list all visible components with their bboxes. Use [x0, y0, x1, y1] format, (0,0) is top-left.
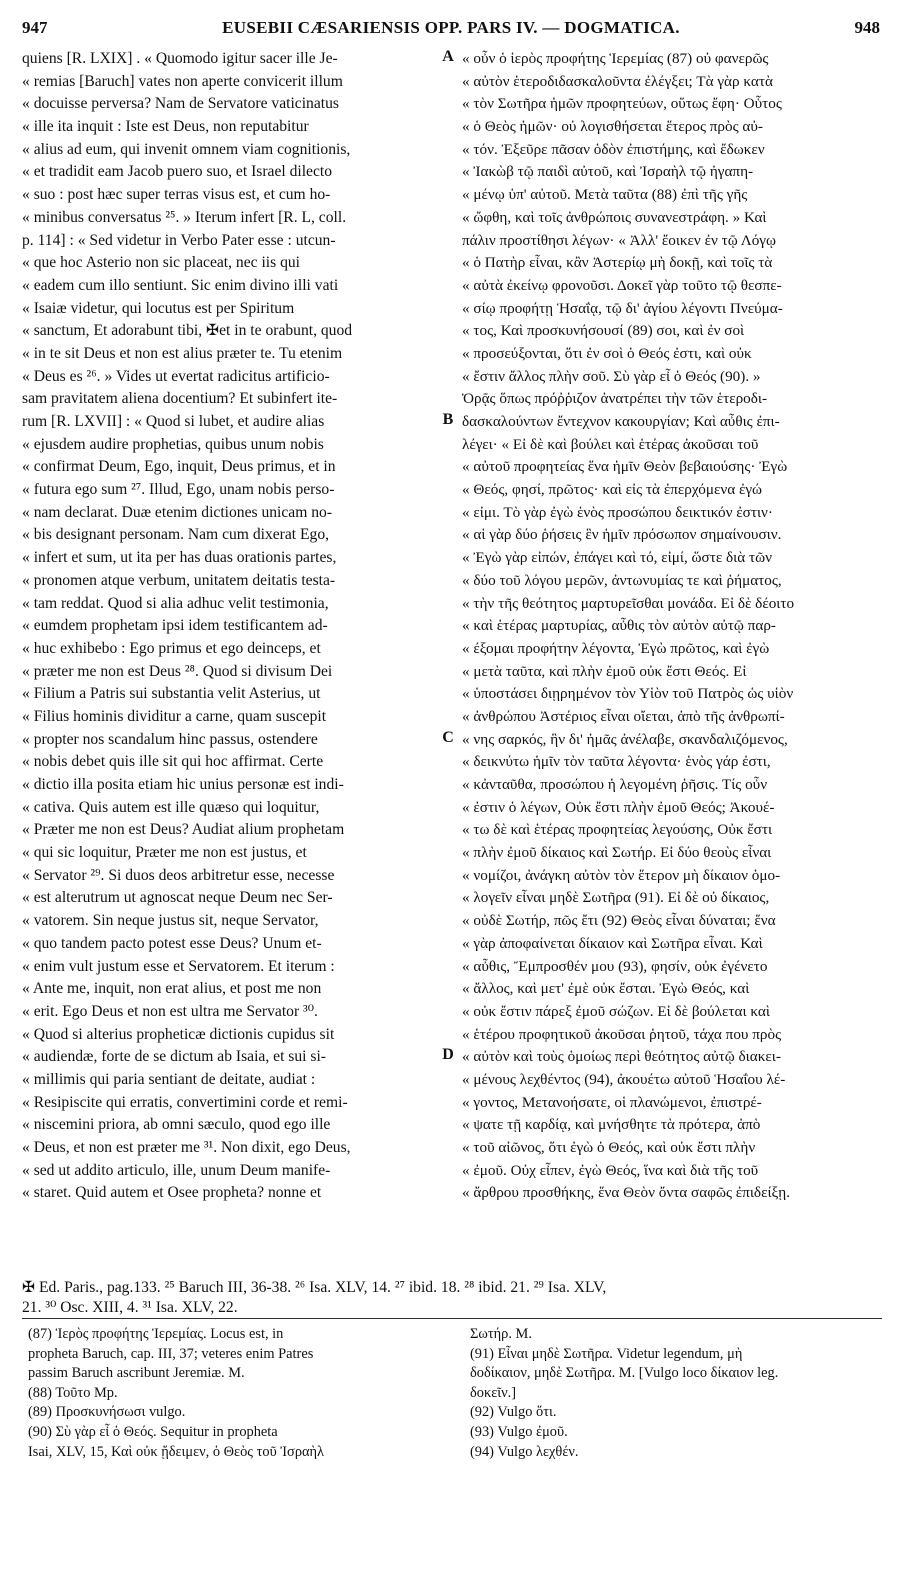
greek-text-line: « πλὴν ἐμοῦ δίκαιος καὶ Σωτήρ. Εἰ δύο θεοὺς εἶναι	[462, 844, 772, 862]
page-number-right: 948	[854, 18, 880, 37]
latin-text-line: « que hoc Asterio non sic placeat, nec iis qui	[22, 254, 301, 272]
greek-text-line: « νης σαρκός, ἣν δι' ἡμᾶς ἀνέλαβε, σκανδαλιζόμενος,	[462, 730, 788, 748]
greek-text-line: Ὁρᾷς ὅπως πρόῤῥιζον ἀνατρέπει τὴν τῶν ἑτεροδι-	[462, 390, 768, 408]
greek-text-line: δασκαλούντων ἔντεχνον κακουργίαν; Καὶ αὖθις ἐπι-	[462, 413, 780, 430]
greek-text-line: « τοῦ αἰῶνος, ὅτι ἐγὼ ὁ Θεός, καὶ οὐκ ἔστι πλὴν	[462, 1139, 756, 1156]
greek-text-line: « αὐτὸν καὶ τοὺς ὁμοίως περὶ θεότητος αὐτῷ διακει-	[462, 1048, 781, 1066]
greek-text-line: « γὰρ ἀποφαίνεται δίκαιον καὶ Σωτῆρα εἶναι. Καὶ	[462, 934, 763, 952]
latin-text-line: « dictio illa posita etiam hic unius personæ est indi-	[22, 776, 344, 793]
latin-text-line: « cativa. Quis autem est ille quæso qui loquitur,	[22, 798, 320, 816]
latin-text-line: quiens [R. LXIX] . « Quomodo igitur sacer ille Je-	[22, 50, 338, 67]
footnote-line: Σωτήρ. M.	[470, 1326, 532, 1342]
greek-text-line: « τὴν τῆς θεότητος μαρτυρεῖσθαι μονάδα. Εἰ δὲ δέοιτο	[462, 594, 795, 612]
footnotes-right	[470, 1325, 880, 1462]
greek-text-line: « μετὰ ταῦτα, καὶ πλὴν ἐμοῦ οὐκ ἔστι Θεός. Εἰ	[462, 662, 747, 680]
latin-text-line: « Deus, et non est præter me ³¹. Non dixit, ego Deus,	[22, 1139, 351, 1156]
greek-text-line: « ἄλλος, καὶ μετ' ἐμὲ οὐκ ἔσται. Ἐγὼ Θεός, καὶ	[462, 980, 750, 998]
greek-text-line: « Ἐγὼ γὰρ εἰπών, ἐπάγει καὶ τό, εἰμί, ὥστε διὰ τῶν	[462, 549, 772, 567]
latin-text-line: « suo : post hæc super terras visus est, et cum ho-	[22, 186, 331, 204]
greek-text-line: « ὁ Θεὸς ἡμῶν· οὐ λογισθήσεται ἕτερος πρὸς αὐ-	[462, 118, 763, 136]
latin-text-line: « Isaiæ videtur, qui locutus est per Spiritum	[22, 299, 295, 317]
running-header	[22, 18, 880, 42]
greek-text-line: πάλιν προστίθησι λέγων· « Ἀλλ' ἔοικεν ἐν τῷ Λόγῳ	[462, 231, 777, 249]
greek-text-line: « μένους λεχθέντος (94), ἀκουέτω αὐτοῦ Ἡσαΐου λέ-	[462, 1070, 786, 1088]
latin-text-line: « erit. Ego Deus et non est ultra me Servator ³⁰.	[22, 1002, 318, 1020]
latin-text-line: « sanctum, Et adorabunt tibi, ✠et in te orabunt, quod	[22, 322, 353, 340]
footnote-line: δοκεῖν.]	[470, 1384, 517, 1401]
greek-text-line: « αἱ γὰρ δύο ῥήσεις ἓν ἡμῖν πρόσωπον σημαίνουσιν.	[462, 526, 782, 544]
latin-text-line: « nam declarat. Duæ etenim dictiones unicam no-	[22, 503, 333, 521]
greek-text-line: « ἐστιν ὁ λέγων, Οὐκ ἔστι πλὴν ἐμοῦ Θεός; Ἀκουέ-	[462, 798, 775, 816]
footnote-line: (88) Τοῦτο Mp.	[28, 1384, 118, 1401]
footnote-line: (93) Vulgo ἐμοῦ.	[470, 1423, 568, 1440]
greek-text-line: λέγει· « Εἰ δὲ καὶ βούλει καὶ ἑτέρας ἀκοῦσαι τοῦ	[462, 435, 759, 453]
footnote-line: (90) Σὺ γὰρ εἶ ὁ Θεός. Sequitur in propheta	[28, 1423, 278, 1440]
footnote-line: (91) Εἶναι μηδὲ Σωτῆρα. Videtur legendum, μὴ	[470, 1345, 743, 1362]
latin-text-line: « docuisse perversa? Nam de Servatore vaticinatus	[22, 95, 339, 113]
running-title: EUSEBII CÆSARIENSIS OPP. PARS IV. — DOGMATICA.	[222, 18, 680, 37]
latin-text-line: « niscemini priora, ab omni sæculo, quod ego ille	[22, 1116, 331, 1134]
latin-text-line: « remias [Baruch] vates non aperte convicerit illum	[22, 72, 343, 90]
latin-text-line: « ille ita inquit : Iste est Deus, non reputabitur	[22, 118, 309, 136]
greek-text-line: « σίῳ προφήτῃ Ἡσαΐᾳ, τῷ δι' ἁγίου λέγοντι Πνεύμα-	[462, 299, 783, 317]
latin-text-line: « sed ut addito articulo, ille, unum Deum manife-	[22, 1161, 331, 1179]
greek-text-line: « αὖθις, Ἔμπροσθέν μου (93), φησίν, οὐκ ἐγένετο	[462, 957, 768, 975]
latin-text-line: « qui sic loquitur, Præter me non est justus, et	[22, 844, 307, 862]
latin-text-line: « propter nos scandalum hinc passus, ostendere	[22, 730, 318, 748]
latin-text-line: « Servator ²⁹. Si duos deos arbitretur esse, necesse	[22, 866, 335, 884]
footnote-line: (94) Vulgo λεχθέν.	[470, 1443, 579, 1460]
greek-text-line: « λογεῖν εἶναι μηδὲ Σωτῆρα (91). Εἰ δὲ οὐ δίκαιος,	[462, 889, 770, 907]
latin-text-line: « præter me non est Deus ²⁸. Quod si divisum Dei	[22, 662, 333, 680]
page-number-left: 947	[22, 18, 48, 37]
footnote-line: (87) Ἱερὸς προφήτης Ἱερεμίας. Locus est, in	[28, 1326, 284, 1342]
latin-text-line: « Filium a Patris sui substantia velit Asterius, ut	[22, 685, 321, 703]
latin-text-line: « tam reddat. Quod si alia adhuc velit testimonia,	[22, 594, 329, 612]
latin-text-line: sam pravitatem aliena docentium? Et subinfert ite-	[22, 390, 338, 408]
reference-line: ✠ Ed. Paris., pag.133. ²⁵ Baruch III, 36-38. ²⁶ Isa. XLV, 14. ²⁷ ibid. 18. ²⁸ ibid. 21. ²⁹ Isa. XLV,	[22, 1279, 607, 1296]
greek-text-line: « νομίζοι, ἀνάγκη αὐτὸν τὸν ἕτερον μὴ δίκαιον ὁμο-	[462, 866, 781, 884]
latin-text-line: « et tradidit eam Jacob puero suo, et Israel dilecto	[22, 163, 333, 181]
footnote-line: δοδίκαιον, μηδὲ Σωτῆρα. M. [Vulgo loco δίκαιον leg.	[470, 1365, 779, 1382]
latin-text-line: « ejusdem audire prophetias, quibus unum nobis	[22, 435, 324, 453]
greek-text-line: « ὑποστάσει διῃρημένον τὸν Υἱὸν τοῦ Πατρὸς ὡς υἱὸν	[462, 685, 794, 703]
latin-text-line: « audiendæ, forte de se dictum ab Isaia, et sui si-	[22, 1048, 326, 1066]
greek-text-line: « αὐτοῦ προφητείας ἕνα ἡμῖν Θεὸν βεβαιούσης· Ἐγὼ	[462, 458, 788, 476]
latin-text-line: « Præter me non est Deus? Audiat alium prophetam	[22, 821, 345, 839]
footnotes-left	[28, 1325, 448, 1462]
greek-text-line: « ὤφθη, καὶ τοῖς ἀνθρώποις συνανεστράφη. » Καὶ	[462, 208, 767, 226]
latin-text-line: « huc exhibebo : Ego primus et ego deinceps, et	[22, 639, 321, 657]
greek-text-line: « οὖν ὁ ἱερὸς προφήτης Ἱερεμίας (87) οὐ φανερῶς	[462, 50, 769, 67]
footnote-line: passim Baruch ascribunt Jeremiæ. M.	[28, 1365, 245, 1382]
greek-column	[462, 48, 880, 1205]
greek-text-line: « αὐτὸν ἑτεροδιδασκαλοῦντα ἐλέγξει; Τὰ γὰρ κατὰ	[462, 72, 773, 90]
greek-text-line: « ψατε τῇ καρδίᾳ, καὶ μνήσθητε τὰ πρότερα, ἀπὸ	[462, 1116, 761, 1134]
greek-text-line: « ἐμοῦ. Οὐχ εἶπεν, ἐγὼ Θεός, ἵνα καὶ διὰ τῆς τοῦ	[462, 1161, 759, 1179]
latin-text-line: « Filius hominis dividitur a carne, quam suscepit	[22, 707, 327, 725]
margin-letter-b: B	[442, 411, 454, 428]
latin-text-line: « enim vult justum esse et Servatorem. Et iterum :	[22, 957, 335, 975]
greek-text-line: « εἰμι. Τὸ γὰρ ἐγὼ ἑνὸς προσώπου δεικτικόν ἐστιν·	[462, 503, 773, 521]
greek-text-line: « ἄρθρου προσθήκης, ἕνα Θεὸν ὄντα σαφῶς ἐπιδείξῃ.	[462, 1184, 791, 1202]
margin-letter-a: A	[442, 48, 454, 65]
greek-text-line: « μένῳ ὑπ' αὐτοῦ. Μετὰ ταῦτα (88) ἐπὶ τῆς γῆς	[462, 186, 748, 204]
latin-text-line: « eadem cum illo sentiunt. Sic enim divino illi vati	[22, 276, 339, 294]
footnote-line: (89) Προσκυνήσωσι vulgo.	[28, 1404, 186, 1421]
latin-text-line: « in te sit Deus et non est alius præter te. Tu etenim	[22, 344, 343, 362]
greek-text-line: « δύο τοῦ λόγου μερῶν, ἀντωνυμίας τε καὶ ῥήματος,	[462, 571, 782, 589]
greek-text-line: « καὶ ἑτέρας μαρτυρίας, αὖθις τὸν αὐτὸν αὐτῷ παρ-	[462, 617, 776, 635]
greek-text-line: « αὐτὰ ἐκείνῳ φρονοῦσι. Δοκεῖ γὰρ τοῦτο τῷ θεσπε-	[462, 276, 782, 294]
greek-text-line: « τόν. Ἐξεῦρε πᾶσαν ὁδὸν ἐπιστήμης, καὶ ἔδωκεν	[462, 140, 765, 158]
latin-text-line: « vatorem. Sin neque justus sit, neque Servator,	[22, 912, 319, 930]
latin-text-line: « millimis qui paria sentiant de deitate, audiat :	[22, 1070, 316, 1088]
latin-text-line: « est alterutrum ut agnoscat neque Deum nec Ser-	[22, 889, 333, 907]
latin-text-line: rum [R. LXVII] : « Quod si lubet, et audire alias	[22, 413, 325, 430]
latin-column	[22, 48, 434, 1205]
greek-text-line: « κἀνταῦθα, προσώπου ἡ λεγομένη ῥῆσις. Τίς οὖν	[462, 776, 768, 793]
greek-text-line: « τω δὲ καὶ ἑτέρας προφητείας λεγούσης, Οὐκ ἔστι	[462, 821, 773, 839]
greek-text-line: « δεικνύτω ἡμῖν τὸν ταῦτα λέγοντα· ἑνὸς γάρ ἐστι,	[462, 753, 771, 771]
latin-text-line: « nobis debet quis ille sit qui hoc affirmat. Certe	[22, 753, 324, 771]
footnote-divider	[22, 1318, 882, 1319]
latin-text-line: « bis designant personam. Nam cum dixerat Ego,	[22, 526, 330, 544]
greek-text-line: « οὐκ ἔστιν πάρεξ ἐμοῦ σώζων. Εἰ δὲ βούλεται καὶ	[462, 1002, 770, 1020]
scripture-references	[22, 1278, 880, 1318]
greek-text-line: « έξομαι προφήτην λέγοντα, Ἐγὼ πρῶτος, καὶ ἐγὼ	[462, 639, 770, 657]
greek-text-line: « οὐδὲ Σωτήρ, πῶς ἔτι (92) Θεὸς εἶναι δύναται; ἕνα	[462, 912, 776, 930]
latin-text-line: « quo tandem pacto potest esse Deus? Unum et-	[22, 934, 322, 952]
footnote-line: Isai, XLV, 15, Καὶ οὐκ ᾔδειμεν, ὁ Θεὸς τοῦ Ἰσραὴλ	[28, 1443, 325, 1460]
greek-text-line: « γοντος, Μετανοήσατε, οἱ πλανώμενοι, ἐπιστρέ-	[462, 1093, 762, 1111]
greek-text-line: « ὁ Πατὴρ εἶναι, κἂν Ἀστερίῳ μὴ δοκῇ, καὶ τοῖς τὰ	[462, 254, 773, 272]
greek-text-line: « τὸν Σωτῆρα ἡμῶν προφητεύων, οὕτως ἔφη· Οὗτος	[462, 95, 782, 113]
footnote-line: (92) Vulgo ὅτι.	[470, 1404, 557, 1421]
latin-text-line: p. 114] : « Sed videtur in Verbo Pater esse : utcun-	[22, 231, 336, 249]
margin-letter-c: C	[442, 729, 454, 746]
latin-text-line: « pronomen atque verbum, unitatem deitatis testa-	[22, 571, 336, 589]
latin-text-line: « staret. Quid autem et Osee propheta? nonne et	[22, 1184, 322, 1202]
latin-text-line: « futura ego sum ²⁷. Illud, Ego, unam nobis perso-	[22, 481, 335, 499]
latin-text-line: « minibus conversatus ²⁵. » Iterum infert [R. L, coll.	[22, 208, 347, 226]
footnote-line: propheta Baruch, cap. III, 37; veteres enim Patres	[28, 1345, 314, 1362]
latin-text-line: « infert et sum, ut ita per has duas orationis partes,	[22, 549, 337, 567]
margin-letter-d: D	[442, 1046, 454, 1063]
latin-text-line: « Deus es ²⁶. » Vides ut evertat radicitus artificio-	[22, 367, 330, 385]
latin-text-line: « Ante me, inquit, non erat alius, et post me non	[22, 980, 322, 998]
greek-text-line: « προσεύξονται, ὅτι ἐν σοὶ ὁ Θεός ἐστι, καὶ οὐκ	[462, 344, 752, 362]
greek-text-line: « ἑτέρου προφητικοῦ ἀκοῦσαι ῥητοῦ, τάχα που πρὸς	[462, 1025, 782, 1043]
greek-text-line: « Θεός, φησί, πρῶτος· καὶ εἰς τὰ ἐπερχόμενα ἐγώ	[462, 481, 763, 499]
reference-line: 21. ³⁰ Osc. XIII, 4. ³¹ Isa. XLV, 22.	[22, 1299, 238, 1316]
latin-text-line: « Resipiscite qui erratis, convertimini corde et remi-	[22, 1093, 348, 1111]
greek-text-line: « τος, Καὶ προσκυνήσουσί (89) σοι, καὶ ἐν σοὶ	[462, 322, 745, 340]
latin-text-line: « alius ad eum, qui invenit omnem viam cognitionis,	[22, 140, 351, 158]
latin-text-line: « Quod si alterius propheticæ dictionis cupidus sit	[22, 1025, 335, 1043]
latin-text-line: « confirmat Deum, Ego, inquit, Deus primus, et in	[22, 458, 336, 476]
latin-text-line: « eumdem prophetam ipsi idem testificantem ad-	[22, 617, 328, 635]
greek-text-line: « ἔστιν ἄλλος πλὴν σοῦ. Σὺ γὰρ εἶ ὁ Θεός (90). »	[462, 367, 761, 385]
greek-text-line: « ἀνθρώπου Ἀστέριος εἶναι οἴεται, ἀπὸ τῆς ἀνθρωπί-	[462, 707, 785, 725]
greek-text-line: « Ἰακὼβ τῷ παιδὶ αὐτοῦ, καὶ Ἰσραὴλ τῷ ἠγαπη-	[462, 163, 754, 181]
